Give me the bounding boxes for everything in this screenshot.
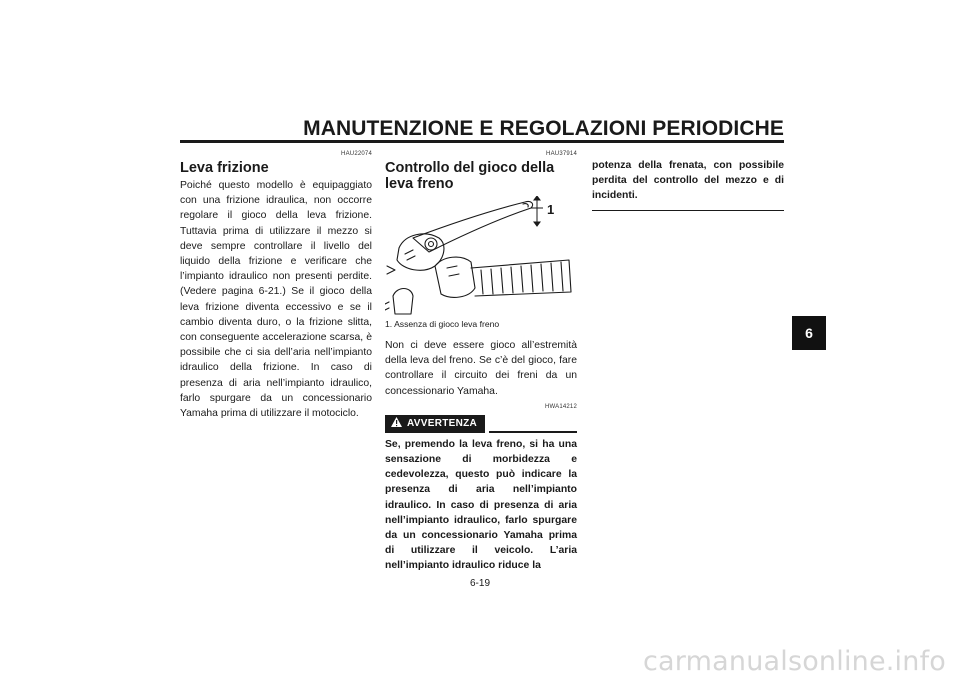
warning-text: Se, premendo la leva freno, si ha una sensazione di morbidezza e cedevolezza, questo può indicare la presenza di aria nell’impianto idraulico. In caso di presenza di aria nell’impianto idraulico, farlo spurgare da un concessionario Yamaha prima di utilizzare il veicolo. L’aria nell’impianto idraulico riduce la xyxy=(385,438,577,572)
warning-end-rule xyxy=(592,210,784,212)
chapter-tab: 6 xyxy=(792,316,826,350)
warning-text-continued: potenza della frenata, con possibile perdita del controllo del mezzo e di incidenti. xyxy=(592,160,784,202)
watermark-text: carmanualsonline.info xyxy=(643,646,946,677)
page-title: MANUTENZIONE E REGOLAZIONI PERIODICHE xyxy=(303,117,784,140)
section-code: HAU37914 xyxy=(546,151,577,157)
section-body: Poiché questo modello è equipaggiato con una frizione idraulica, non occorre regolare il gioco della leva frizione. Tuttavia prima di utilizzare il mezzo si deve sempre controllare il livello del liquido della frizione e verificare che l’impianto idraulico non presenti perdite. (Vedere pagina 6-21.) Se il gioco della leva frizione diventa eccessivo e se il cambio diventa duro, o la frizione slitta, con conseguente accelerazione scarsa, è possibile che ci sia dell’aria nell’impianto idraulico della frizione. In caso di presenza di aria nell’impianto idraulico, farlo spurgare da un concessionario Yamaha prima di utilizzare il motociclo. xyxy=(180,180,372,420)
figure-caption: 1. Assenza di gioco leva freno xyxy=(385,319,500,329)
figure-callout-number: 1 xyxy=(547,202,555,217)
spacer xyxy=(592,150,784,158)
section-heading: Controllo del gioco della leva freno xyxy=(385,160,555,192)
warning-header xyxy=(385,415,577,433)
warning-triangle-icon xyxy=(391,417,402,430)
header-rule xyxy=(180,140,784,143)
column-brake-lever xyxy=(385,150,577,574)
page-number: 6-19 xyxy=(469,578,490,589)
column-clutch-lever xyxy=(180,150,372,421)
warning-label: AVVERTENZA xyxy=(407,418,478,430)
warning-code: HWA14212 xyxy=(544,403,577,410)
section-body: Non ci deve essere gioco all’estremità della leva del freno. Se c’è del gioco, fare controllare il circuito dei freni da un concessionario Yamaha. xyxy=(385,340,577,397)
column-warning-continued xyxy=(592,150,784,211)
warning-badge xyxy=(385,415,485,433)
section-heading: Leva frizione xyxy=(180,160,269,176)
warning-rule xyxy=(489,431,577,433)
brake-lever-figure xyxy=(385,196,577,318)
section-code: HAU22074 xyxy=(341,151,372,157)
